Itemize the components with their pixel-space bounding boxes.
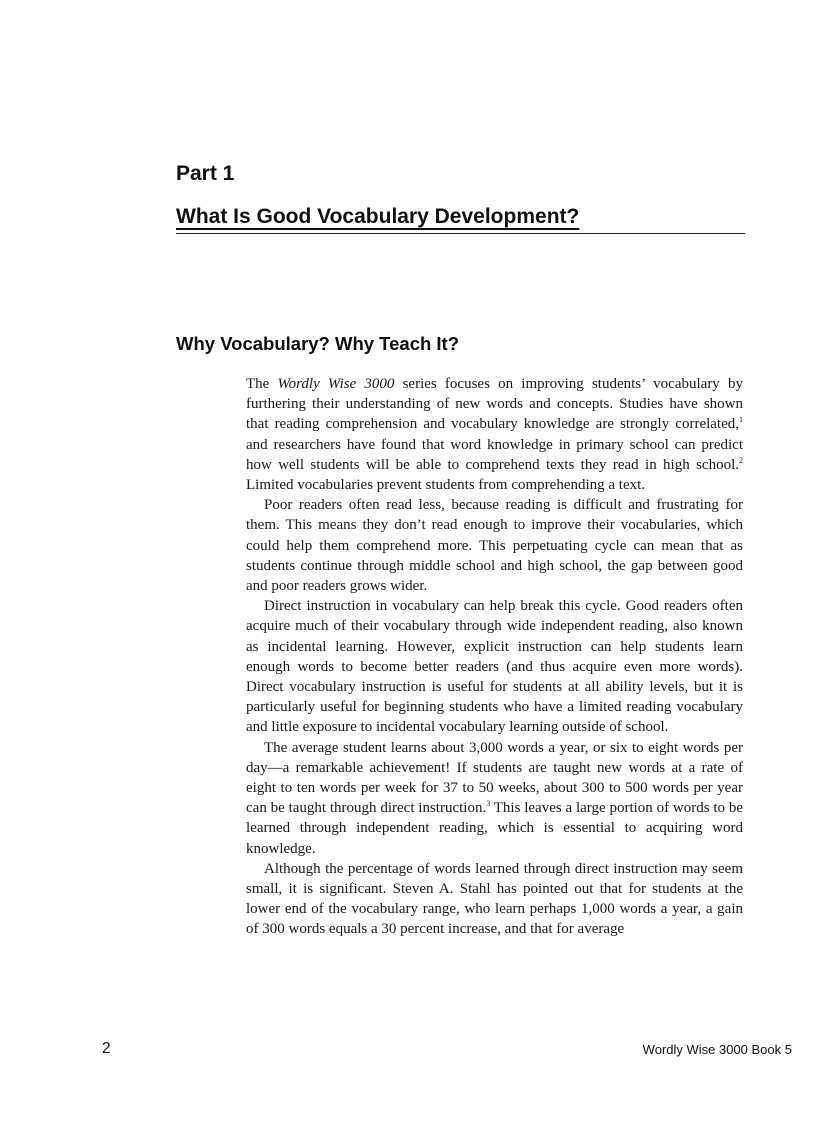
part-title: What Is Good Vocabulary Development? <box>176 205 580 228</box>
series-title: Wordly Wise 3000 <box>277 376 395 392</box>
paragraph-1 <box>246 374 743 495</box>
paragraph-4-text-a: The average student learns about 3,000 words a year, or six to eight words per day—a remarkable achievement! If students are taught new words at a rate of eight to ten words per week for 37 to 50 weeks, about 300 to 500 words per year can be taught through direct instruction. <box>246 739 743 817</box>
footnote-ref-1: 1 <box>739 415 743 425</box>
body-text <box>246 374 743 940</box>
paragraph-5: Although the percentage of words learned through direct instruction may seem small, it is significant. Steven A. Stahl has pointed out that for students at the lower end of the vocabulary range, who learn perhaps 1,000 words a year, a gain of 300 words equals a 30 percent increase, and that for average <box>246 860 743 938</box>
footnote-ref-3: 3 <box>486 799 491 809</box>
section-heading: Why Vocabulary? Why Teach It? <box>176 333 460 354</box>
page-number: 2 <box>102 1040 111 1057</box>
paragraph-1-intro: The <box>246 376 278 392</box>
paragraph-1-text-c: Limited vocabularies prevent students from comprehending a text. <box>246 477 646 494</box>
paragraph-1-text-a: series focuses on improving students’ vocabulary by furthering their understanding of new words and concepts. Studies have shown that reading comprehension and vocabulary knowledge are strongly correlated, <box>246 376 743 433</box>
paragraph-4 <box>246 738 743 859</box>
paragraph-1-text-b: and researchers have found that word knowledge in primary school can predict how well students will be able to comprehend texts they read in high school. <box>246 436 743 473</box>
paragraph-3: Direct instruction in vocabulary can help break this cycle. Good readers often acquire much of their vocabulary through wide independent reading, also known as incidental learning. However, explicit instruction can help students learn enough words to become better readers (and thus acquire even more words). Direct vocabulary instruction is useful for students at all ability levels, but it is particularly useful for beginning students who have a limited reading vocabulary and little exposure to incidental vocabulary learning outside of school. <box>246 598 743 736</box>
paragraph-4-text-b: This leaves a large portion of words to be learned through independent reading, which is essential to acquiring word knowledge. <box>246 800 743 857</box>
book-title-footer: Wordly Wise 3000 Book 5 <box>642 1042 792 1057</box>
title-rule <box>176 233 745 234</box>
part-label: Part 1 <box>176 162 235 185</box>
footnote-ref-2: 2 <box>739 455 743 465</box>
paragraph-2: Poor readers often read less, because reading is difficult and frustrating for them. This means they don’t read enough to improve their vocabularies, which could help them comprehend more. This perpetuating cycle can mean that as students continue through middle school and high school, the gap between good and poor readers grows wider. <box>246 497 743 595</box>
